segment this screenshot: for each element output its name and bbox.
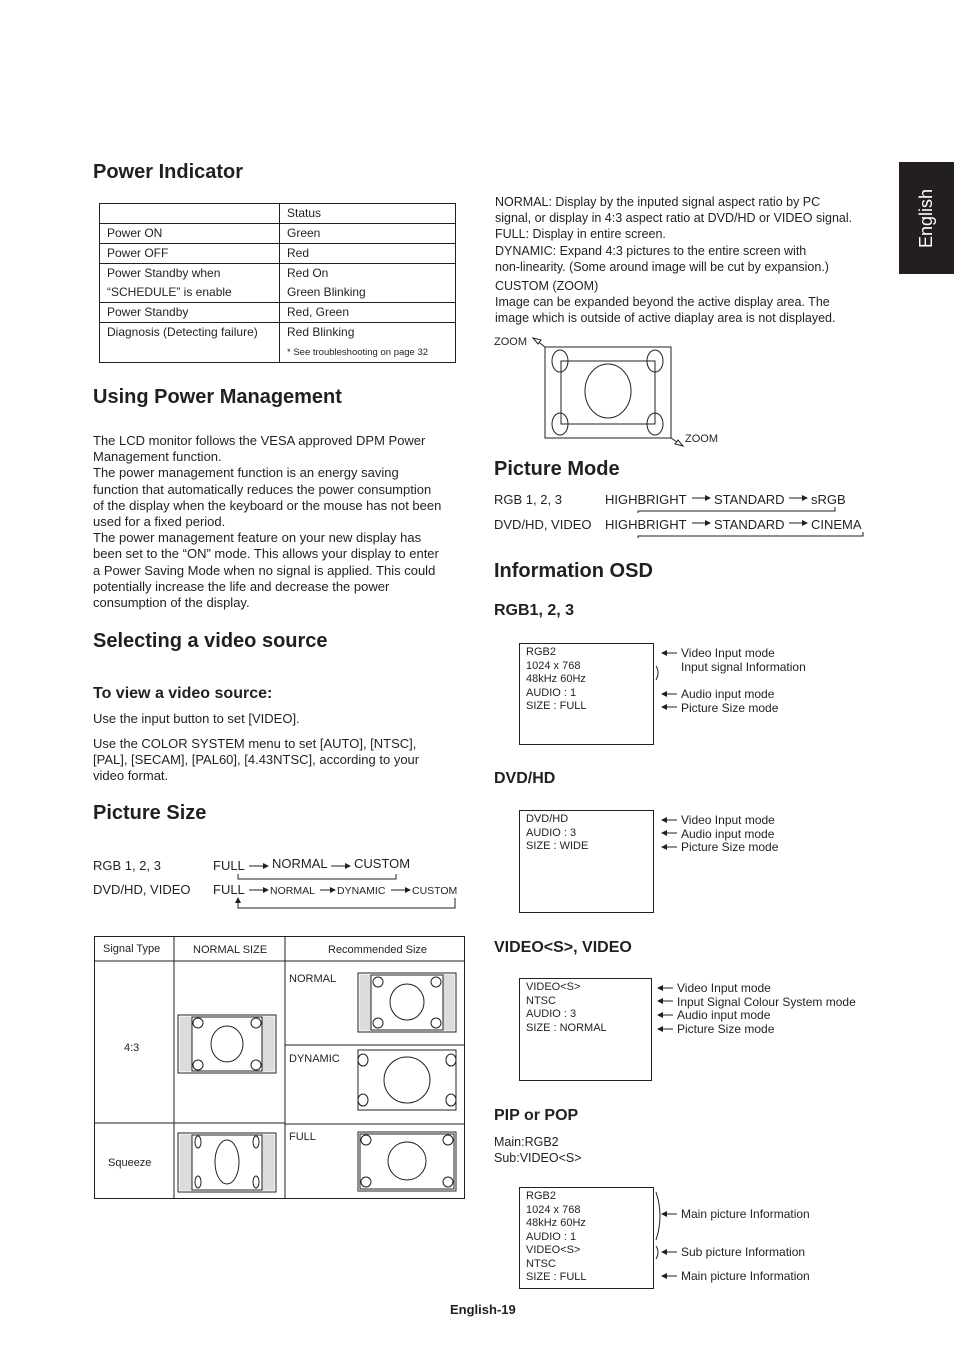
video-source-line1: Use the input button to set [VIDEO]. (93, 711, 300, 726)
picture-size-heading: Picture Size (93, 802, 207, 824)
osd-rgb-box: RGB2 1024 x 768 48kHz 60Hz AUDIO : 1 SIZE : FULL (519, 643, 654, 745)
row-squeeze: Squeeze (108, 1157, 152, 1169)
col-signal-type: Signal Type (103, 943, 161, 955)
pm-flow-item: HIGHBRIGHT (605, 492, 687, 507)
osd-video-heading: VIDEO<S>, VIDEO (494, 939, 632, 956)
ps-flow-item: FULL (213, 882, 245, 897)
pm-flow-item: STANDARD (714, 492, 785, 507)
power-management-text: The LCD monitor follows the VESA approved DPM Power Management function. The power management function is an energy saving function that automatically reduces the power consumption of the display when the keyboard or the mouse has not been used for a fixed period. The power management feature on your new display has been set to the “ON” mode. This allows your display to enter a Power Saving Mode when no signal is applied. This could potentially increase the life and decrease the power consumption of the display. (93, 433, 442, 611)
state-cell: Power ON (100, 224, 280, 244)
pm-flow-item: sRGB (811, 492, 846, 507)
ps-flow-item: NORMAL (272, 856, 328, 871)
ps-flow-item: CUSTOM (354, 856, 411, 871)
pip-legend-sub: Sub picture Information (681, 1245, 806, 1259)
osd-pip-heading: PIP or POP (494, 1107, 579, 1124)
state-cell: Diagnosis (Detecting failure) (100, 323, 280, 363)
osd-video-box: VIDEO<S> NTSC AUDIO : 3 SIZE : NORMAL (519, 978, 652, 1081)
osd-dvd-box: DVD/HD AUDIO : 3 SIZE : WIDE (519, 810, 654, 913)
size-descriptions: NORMAL: Display by the inputed signal aspect ratio by PC signal, or display in 4:3 aspect ratio at DVD/HD or VIDEO signal. FULL: Display in entire screen. DYNAMIC: Expand 4:3 pictures to the entire screen with non-linearity. (Some around image will be cut by expansion.) CUSTOM (ZOOM) Image can be expanded beyond the active display area. The image which is outside of active diaplay area is not displayed. (495, 195, 853, 326)
status-header: Status (280, 204, 456, 224)
zoom-label-2: ZOOM (685, 433, 718, 445)
status-cell: Red On Green Blinking (280, 264, 456, 303)
troubleshooting-note: * See troubleshooting on page 32 (287, 347, 429, 358)
ps-rgb-label: RGB 1, 2, 3 (93, 858, 161, 873)
osd-video-legend: Video Input mode Input Signal Colour System mode Audio input mode Picture Size mode (677, 981, 856, 1036)
osd-rgb-legend: Video Input mode Input signal Information Audio input mode Picture Size mode (681, 646, 806, 715)
information-osd-heading: Information OSD (494, 560, 653, 582)
pm-flow-item: STANDARD (714, 517, 785, 532)
ps-flow-item: CUSTOM (412, 885, 458, 897)
ps-flow-item: DYNAMIC (337, 885, 386, 897)
status-cell: Red Blinking * See troubleshooting on page 32 (280, 323, 456, 363)
zoom-label-1: ZOOM (494, 336, 527, 348)
col-normal-size: NORMAL SIZE (193, 944, 268, 956)
pm-dvd-label: DVD/HD, VIDEO (494, 517, 592, 532)
ps-dvd-label: DVD/HD, VIDEO (93, 882, 191, 897)
video-source-lines: Use the COLOR SYSTEM menu to set [AUTO], [NTSC], [PAL], [SECAM], [PAL60], [4.43NTSC], according to your video format. (93, 736, 420, 784)
video-source-heading: Selecting a video source (93, 630, 328, 652)
col-recommended-size: Recommended Size (328, 944, 428, 956)
status-cell: Green (280, 224, 456, 244)
status-cell: Red (280, 244, 456, 264)
osd-dvd-heading: DVD/HD (494, 770, 556, 787)
osd-dvd-legend: Video Input mode Audio input mode Picture Size mode (681, 813, 779, 854)
ps-flow-item: FULL (213, 858, 245, 873)
pip-main-sub: Main:RGB2 Sub:VIDEO<S> (494, 1135, 582, 1166)
state-cell: Power OFF (100, 244, 280, 264)
pip-legend-main-1: Main picture Information (681, 1207, 810, 1221)
row-43: 4:3 (124, 1042, 140, 1054)
pip-legend-main-2: Main picture Information (681, 1269, 810, 1283)
picture-mode-heading: Picture Mode (494, 458, 620, 480)
ps-flow-item: NORMAL (270, 885, 315, 897)
language-tab-label: English (916, 188, 936, 248)
status-cell: Red, Green (280, 303, 456, 323)
power-management-heading: Using Power Management (93, 386, 342, 408)
label-full: FULL (289, 1131, 316, 1143)
label-normal: NORMAL (289, 973, 337, 985)
osd-rgb-heading: RGB1, 2, 3 (494, 602, 575, 619)
power-indicator-heading: Power Indicator (93, 161, 244, 183)
osd-pip-box: RGB2 1024 x 768 48kHz 60Hz AUDIO : 1 VIDEO<S> NTSC SIZE : FULL (519, 1187, 654, 1289)
pm-rgb-label: RGB 1, 2, 3 (494, 492, 562, 507)
label-dynamic: DYNAMIC (289, 1053, 340, 1065)
view-video-subheading: To view a video source: (93, 685, 273, 702)
pm-flow-item: HIGHBRIGHT (605, 517, 687, 532)
state-cell: Power Standby (100, 303, 280, 323)
page-footer: English-19 (450, 1302, 516, 1317)
state-cell: Power Standby when “SCHEDULE” is enable (100, 264, 280, 303)
pm-flow-item: CINEMA (811, 517, 862, 532)
